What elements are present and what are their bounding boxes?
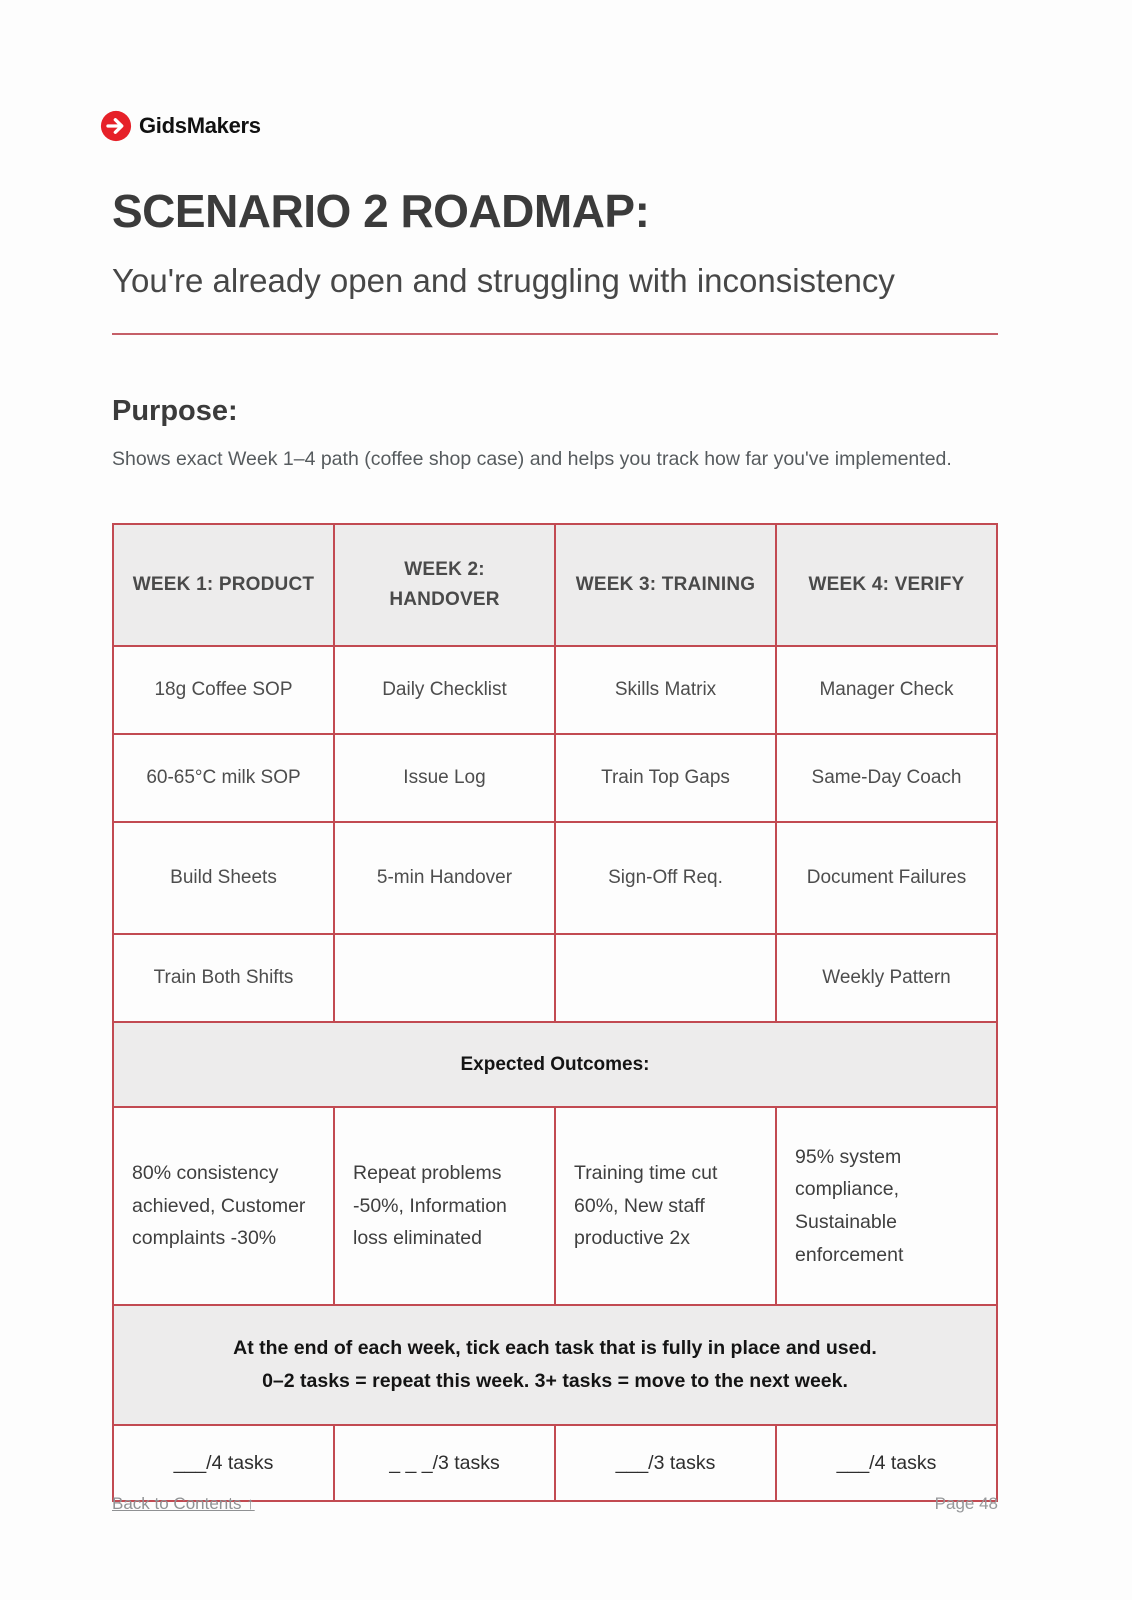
task-cell-empty	[555, 934, 776, 1022]
table-row	[113, 646, 997, 734]
task-cell: Manager Check	[776, 646, 997, 734]
page-number: Page 48	[934, 1494, 998, 1513]
arrow-right-circle-icon	[100, 110, 132, 142]
table-header-row	[113, 524, 997, 646]
outcome-cell-week-1: 80% consistency achieved, Customer complaints -30%	[113, 1107, 334, 1305]
task-cell: 60-65°C milk SOP	[113, 734, 334, 822]
column-header-week-1: WEEK 1: PRODUCT	[113, 524, 334, 646]
table-row	[113, 934, 997, 1022]
weekly-rule-note-row	[113, 1305, 997, 1425]
roadmap-table	[112, 523, 998, 1502]
task-cell: Skills Matrix	[555, 646, 776, 734]
page-title: SCENARIO 2 ROADMAP:	[112, 185, 650, 237]
expected-outcomes-header: Expected Outcomes:	[113, 1022, 997, 1107]
task-count-cell-week-1: ___/4 tasks	[113, 1425, 334, 1501]
task-count-row	[113, 1425, 997, 1501]
outcome-cell-week-3: Training time cut 60%, New staff productive 2x	[555, 1107, 776, 1305]
task-cell: Issue Log	[334, 734, 555, 822]
task-cell: Same-Day Coach	[776, 734, 997, 822]
page-footer	[112, 1494, 998, 1514]
task-cell: Train Both Shifts	[113, 934, 334, 1022]
note-line-1: At the end of each week, tick each task that is fully in place and used.	[233, 1336, 877, 1359]
task-cell: Daily Checklist	[334, 646, 555, 734]
column-header-week-4: WEEK 4: VERIFY	[776, 524, 997, 646]
task-cell-empty	[334, 934, 555, 1022]
task-count-cell-week-4: ___/4 tasks	[776, 1425, 997, 1501]
table-row	[113, 822, 997, 934]
outcomes-row	[113, 1107, 997, 1305]
task-count-cell-week-3: ___/3 tasks	[555, 1425, 776, 1501]
column-header-week-2: WEEK 2: HANDOVER	[334, 524, 555, 646]
task-cell: Build Sheets	[113, 822, 334, 934]
brand-name: GidsMakers	[139, 113, 261, 138]
table-row	[113, 734, 997, 822]
purpose-body: Shows exact Week 1–4 path (coffee shop case) and helps you track how far you've implemented.	[112, 447, 952, 470]
expected-outcomes-header-row	[113, 1022, 997, 1107]
outcome-cell-week-4: 95% system compliance, Sustainable enforcement	[776, 1107, 997, 1305]
back-to-contents-link[interactable]: Back to Contents ↑	[112, 1494, 255, 1513]
purpose-heading: Purpose:	[112, 394, 238, 427]
task-cell: Weekly Pattern	[776, 934, 997, 1022]
note-line-2: 0–2 tasks = repeat this week. 3+ tasks = move to the next week.	[262, 1370, 848, 1393]
outcome-cell-week-2: Repeat problems -50%, Information loss eliminated	[334, 1107, 555, 1305]
task-cell: Document Failures	[776, 822, 997, 934]
task-cell: Train Top Gaps	[555, 734, 776, 822]
divider-rule	[112, 333, 998, 335]
task-cell: Sign-Off Req.	[555, 822, 776, 934]
task-count-cell-week-2: _ _ _/3 tasks	[334, 1425, 555, 1501]
page-subtitle: You're already open and struggling with inconsistency	[112, 262, 895, 299]
task-cell: 18g Coffee SOP	[113, 646, 334, 734]
task-cell: 5-min Handover	[334, 822, 555, 934]
brand-logo	[100, 110, 998, 142]
weekly-rule-note	[113, 1305, 997, 1425]
column-header-week-3: WEEK 3: TRAINING	[555, 524, 776, 646]
